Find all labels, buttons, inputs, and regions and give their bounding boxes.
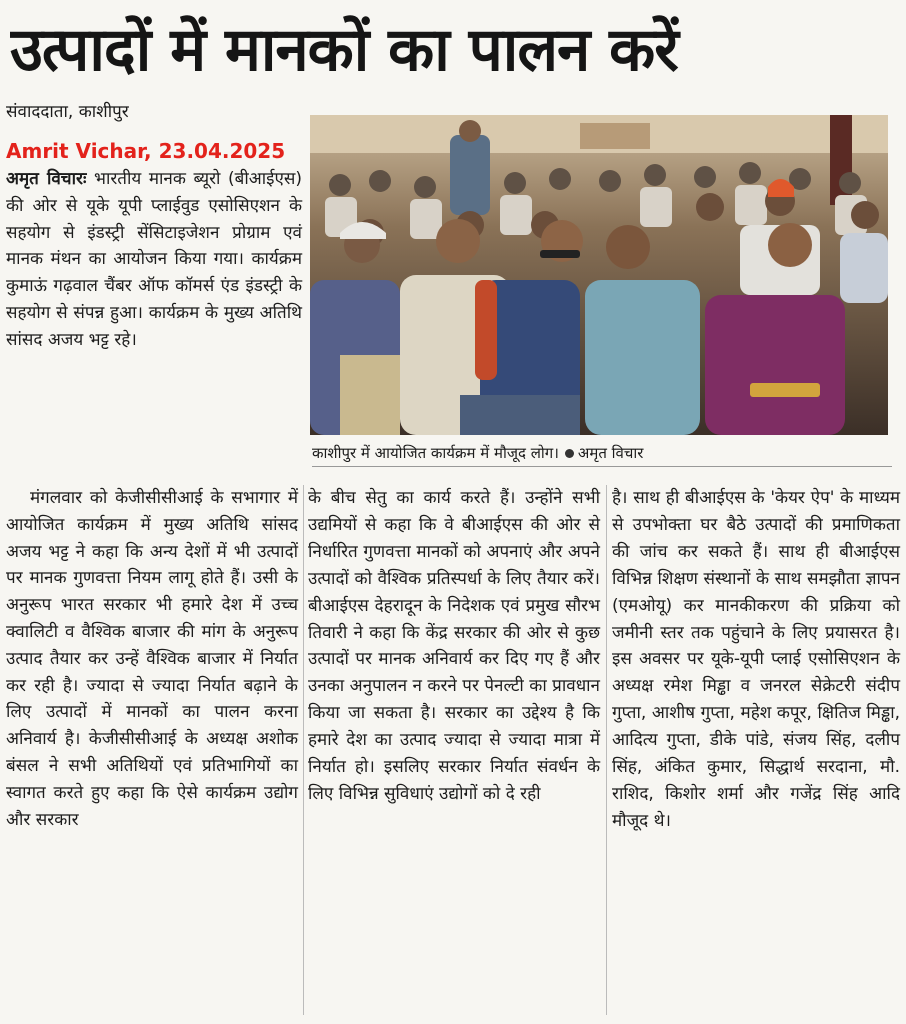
article-column-3: है। साथ ही बीआईएस के 'केयर ऐप' के माध्यम से उपभोक्ता घर बैठे उत्पादों की प्रमाणिकता की जांच कर सकते हैं। साथ ही बीआईएस विभिन्न शिक्षण संस्थानों के साथ समझौता ज्ञापन (एमओयू) कर मानकीकरण की प्रक्रिया को जमीनी स्तर तक पहुंचाने के लिए प्रयासरत है। इस अवसर पर यूके-यूपी प्लाई एसोसिएशन के अध्यक्ष रमेश मिड्ढा व जनरल सेक्रेटरी संदीप गुप्ता, आशीष गुप्ता, महेश कपूर, क्षितिज मिड्ढा, आदित्य गुप्ता, डीके पांडे, संजय सिंह, दलीप सिंह, अंकित कुमार, सिद्धार्थ सरदाना, मौ. राशिद, किशोर शर्मा और गजेंद्र सिंह आदि मौजूद थे। <box>612 488 900 831</box>
article-column-1: मंगलवार को केजीसीसीआई के सभागार में आयोजित कार्यक्रम में मुख्य अतिथि सांसद अजय भट्ट ने कहा कि अन्य देशों में भी उत्पादों पर मानक गुणवत्ता नियम लागू होते हैं। उसी के अनुरूप भारत सरकार भी हमारे देश में उच्च क्वालिटी व वैश्विक बाजार की मांग के अनुरूप उत्पाद तैयार कर उन्हें वैश्विक बाजार में निर्यात कर रही है। ज्यादा से ज्यादा निर्यात बढ़ाने के लिए उत्पादों में मानकों का पालन करना अनिवार्य है। केजीसीसीआई के अध्यक्ष अशोक बंसल ने सभी अतिथियों एवं प्रतिभागियों का स्वागत करते हुए कहा कि ऐसे कार्यक्रम उद्योग और सरकार <box>6 488 298 830</box>
photo-credit: अमृत विचार <box>577 444 644 462</box>
lead-text: भारतीय मानक ब्यूरो (बीआईएस) की ओर से यूके यूपी प्लाईवुड एसोसिएशन के सहयोग से इंडस्ट्री सेंसिटाइजेशन प्रोग्राम एवं मानक मंथन का आयोजन किया गया। कार्यक्रम कुमाऊं गढ़वाल चैंबर ऑफ कॉमर्स एंड इंडस्ट्री के सहयोग से संपन्न हुआ। कार्यक्रम के मुख्य अतिथि सांसद अजय भट्ट रहे। <box>6 169 303 350</box>
byline: संवाददाता, काशीपुर <box>6 102 129 122</box>
photo-caption <box>312 440 892 467</box>
caption-text: काशीपुर में आयोजित कार्यक्रम में मौजूद लोग। <box>312 444 559 462</box>
article-column-2: के बीच सेतु का कार्य करते हैं। उन्होंने सभी उद्यमियों से कहा कि वे बीआईएस की ओर से निर्धारित गुणवत्ता मानकों को अपनाएं और अपने उत्पादों को वैश्विक प्रतिस्पर्धा के लिए तैयार करें। बीआईएस देहरादून के निदेशक एवं प्रमुख सौरभ तिवारी ने कहा कि केंद्र सरकार की ओर से कुछ उत्पादों पर मानक अनिवार्य कर दिए गए हैं और उनका अनुपालन न करने पर पेनल्टी का प्रावधान किया जा सकता है। सरकार का उद्देश्य है कि हमारे देश का उत्पाद ज्यादा से ज्यादा मात्रा में निर्यात हो। इसलिए सरकार निर्यात संवर्धन के लिए विभिन्न सुविधाएं उद्योगों को दे रही <box>308 488 600 804</box>
event-photo <box>310 115 888 435</box>
dateline: अमृत विचारः <box>6 169 87 189</box>
bullet-icon <box>565 449 574 458</box>
column-divider <box>606 485 607 1015</box>
column-divider <box>303 485 304 1015</box>
headline: उत्पादों में मानकों का पालन करें <box>10 15 678 85</box>
source-label: Amrit Vichar, 23.04.2025 <box>6 139 286 163</box>
lead-paragraph <box>6 166 302 354</box>
